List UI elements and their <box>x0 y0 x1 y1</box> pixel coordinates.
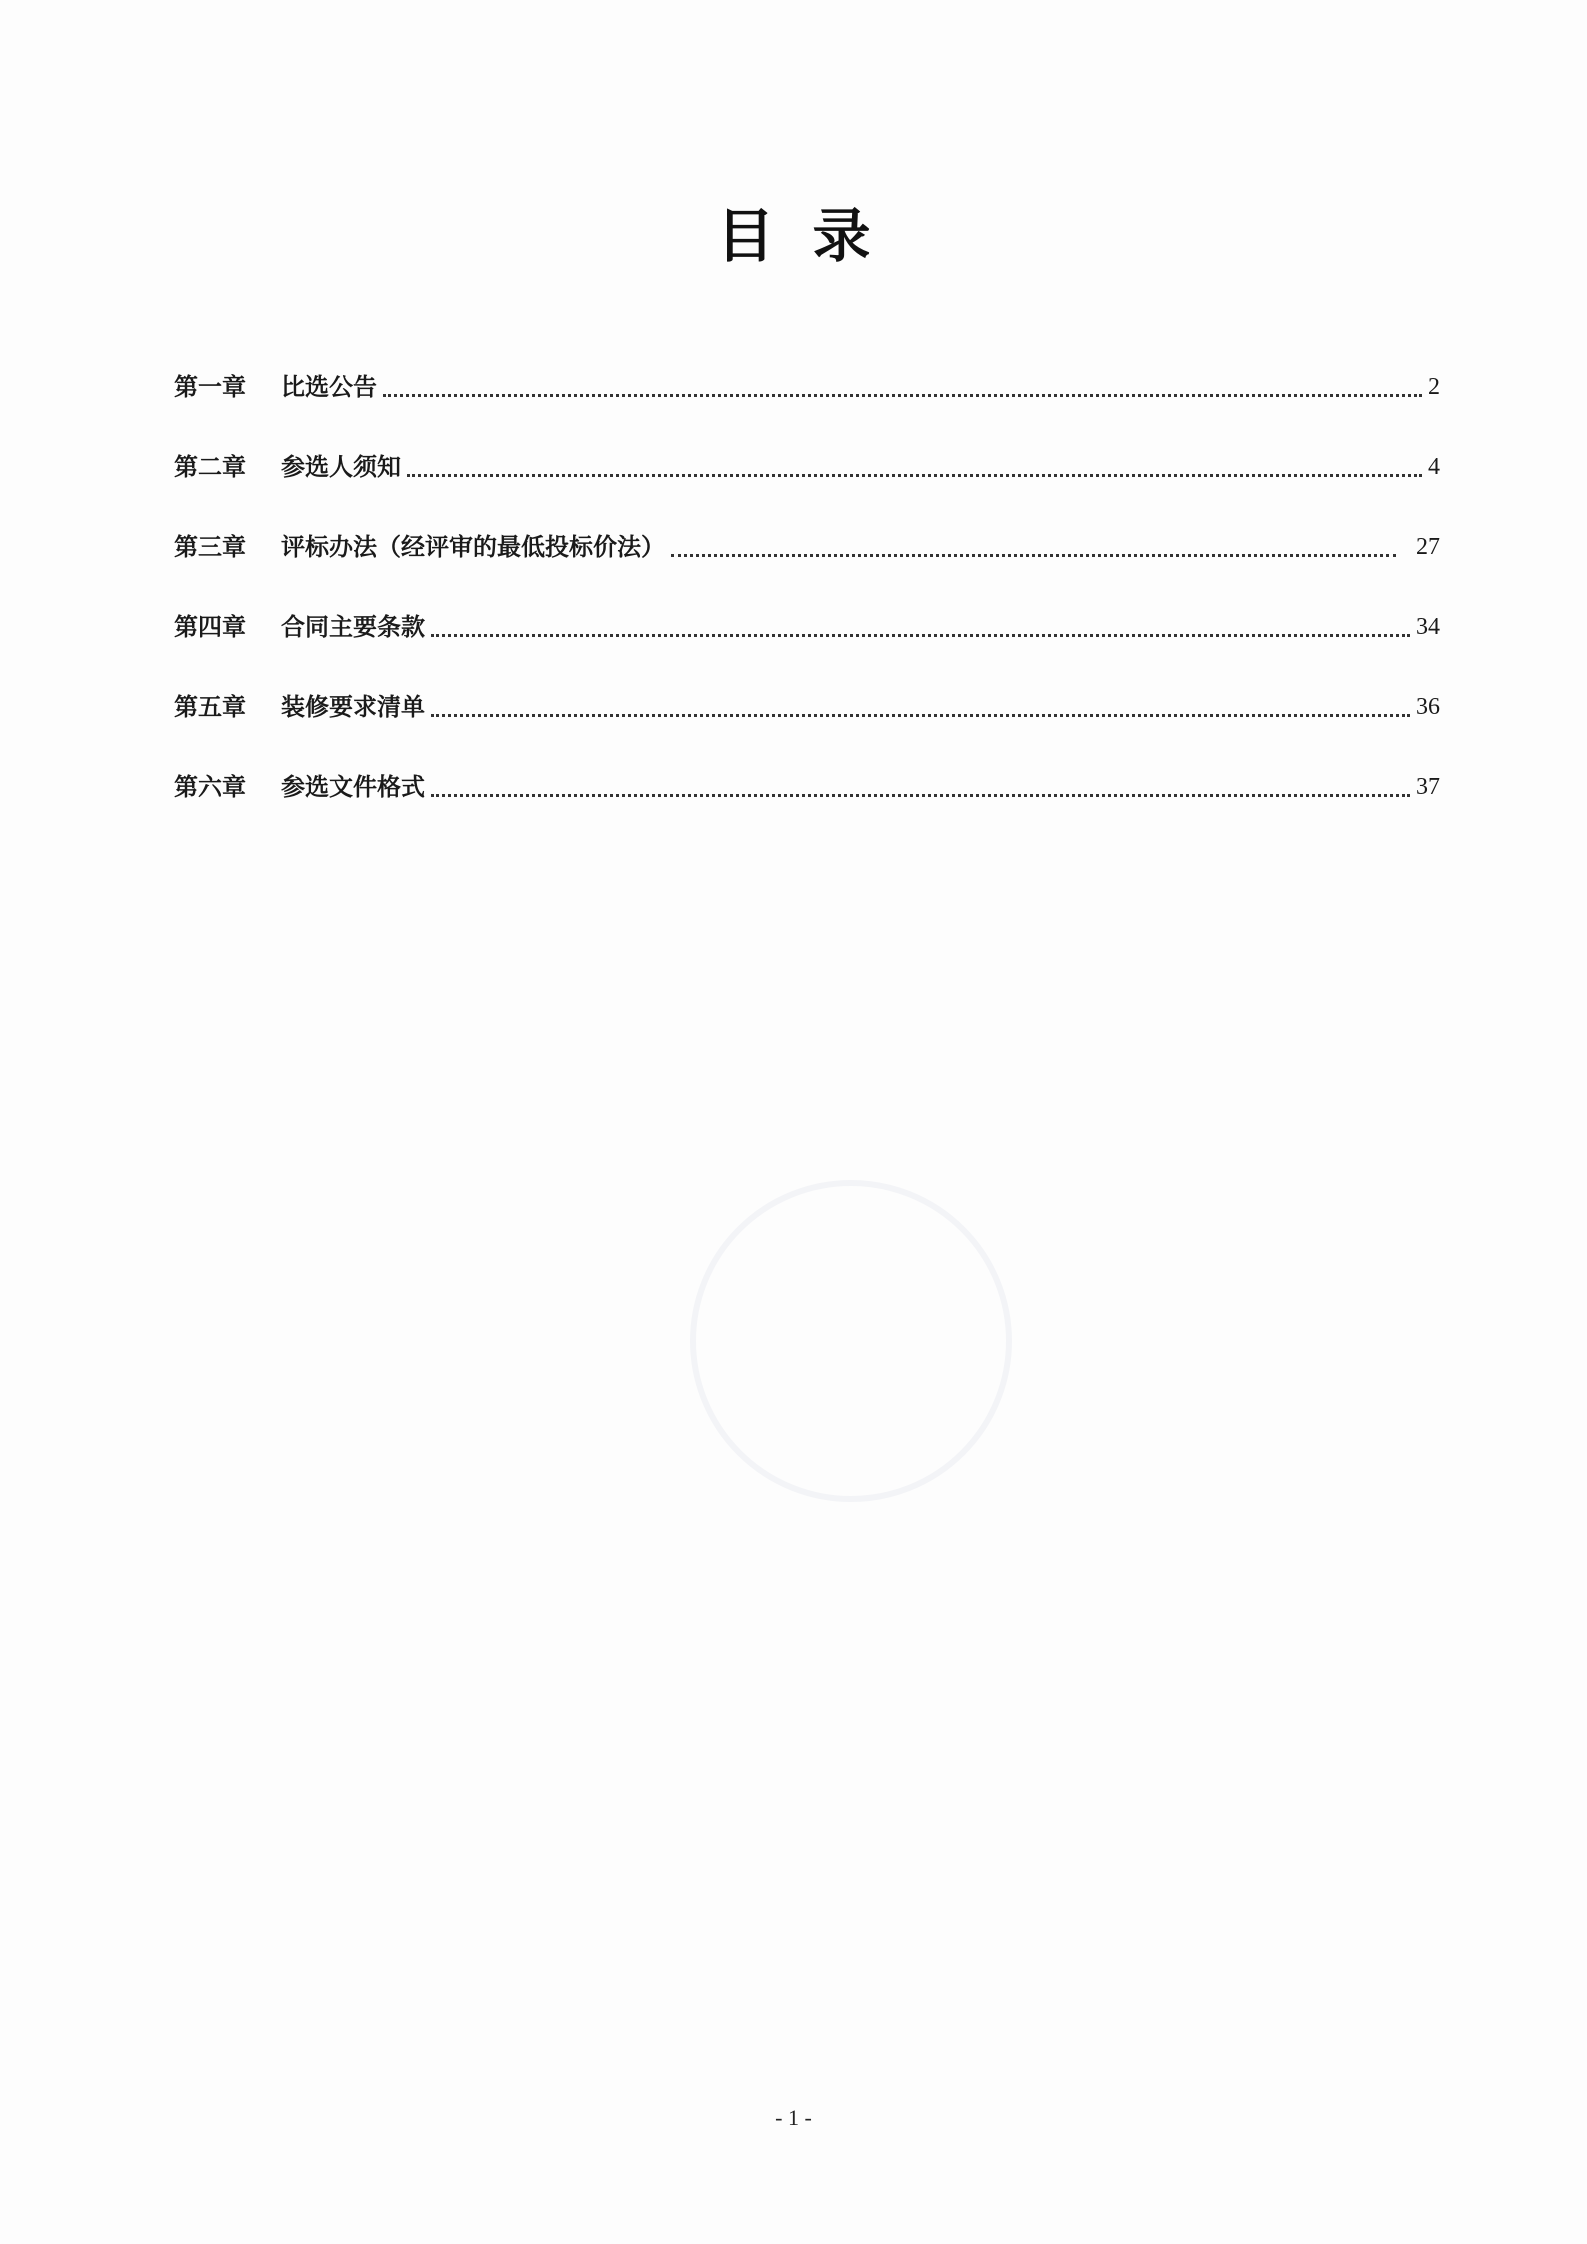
faint-seal-watermark <box>690 1180 1012 1502</box>
page-title: 目录 <box>716 202 909 270</box>
toc-dot-leader <box>431 714 1410 717</box>
toc-entry-title: 参选人须知 <box>281 452 401 481</box>
toc-chapter-number: 第六章 <box>174 772 246 801</box>
toc-dot-leader <box>383 394 1422 397</box>
toc-entry[interactable] <box>174 567 1440 647</box>
toc-page-number: 2 <box>1428 374 1440 400</box>
toc-entry[interactable] <box>174 407 1440 487</box>
toc-page-number: 37 <box>1416 774 1440 800</box>
toc-chapter-number: 第二章 <box>174 452 246 481</box>
toc-entry[interactable] <box>174 327 1440 407</box>
toc-entry-title: 合同主要条款 <box>281 612 425 641</box>
toc-dot-leader <box>671 554 1396 557</box>
toc-entry-title: 评标办法（经评审的最低投标价法） <box>281 532 665 561</box>
toc-chapter-number: 第三章 <box>174 532 246 561</box>
toc-page-number: 36 <box>1416 694 1440 720</box>
toc-dot-leader <box>407 474 1422 477</box>
toc-entry[interactable] <box>174 487 1440 567</box>
toc-chapter-number: 第四章 <box>174 612 246 641</box>
toc-entry-title: 参选文件格式 <box>281 772 425 801</box>
toc-entry[interactable] <box>174 727 1440 807</box>
toc-dot-leader <box>431 634 1410 637</box>
table-of-contents <box>174 327 1440 807</box>
toc-chapter-number: 第五章 <box>174 692 246 721</box>
toc-chapter-number: 第一章 <box>174 372 246 401</box>
toc-entry-title: 比选公告 <box>281 372 377 401</box>
toc-dot-leader <box>431 794 1410 797</box>
toc-entry-title: 装修要求清单 <box>281 692 425 721</box>
toc-page-number: 27 <box>1416 534 1440 560</box>
toc-entry[interactable] <box>174 647 1440 727</box>
toc-page-number: 34 <box>1416 614 1440 640</box>
page-footer-number: - 1 - <box>775 2105 812 2130</box>
toc-page-number: 4 <box>1428 454 1440 480</box>
